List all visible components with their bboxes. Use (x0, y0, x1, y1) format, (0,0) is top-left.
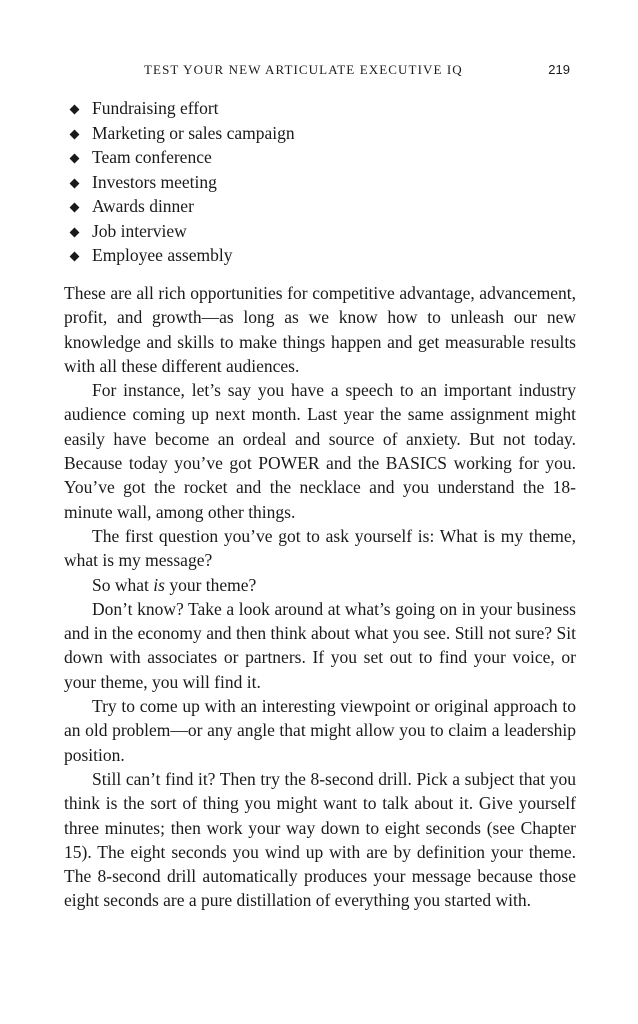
diamond-bullet-icon (70, 227, 80, 237)
diamond-bullet-icon (70, 178, 80, 188)
diamond-bullet-icon (70, 129, 80, 139)
list-item: Job interview (64, 219, 295, 244)
diamond-bullet-icon (70, 252, 80, 262)
emphasis: is (153, 574, 165, 595)
running-title: TEST YOUR NEW ARTICULATE EXECUTIVE IQ (144, 62, 463, 77)
paragraph: Try to come up with an interesting viewpoint or original approach to an old problem—or any angle that might allow you to claim a leadership position. (64, 696, 576, 765)
paragraph: So what is your theme? (92, 574, 257, 595)
paragraph: The first question you’ve got to ask yourself is: What is my theme, what is my message? (64, 525, 576, 571)
body-text (64, 281, 576, 913)
paragraph: For instance, let’s say you have a speech to an important industry audience coming up next month. Last year the same assignment might easily have become an ordeal and source of anxiety. But not today. Because today you’ve got POWER and the BASICS working for you. You’ve got the rocket and the necklace and you understand the 18-minute wall, among other things. (64, 380, 576, 522)
list-item: Fundraising effort (64, 96, 295, 121)
diamond-bullet-icon (70, 154, 80, 164)
page-number: 219 (548, 62, 570, 77)
paragraph: Don’t know? Take a look around at what’s going on in your business and in the economy and then think about what you see. Still not sure? Sit down with associates or partners. If you set out to find your voice, or your theme, you will find it. (64, 598, 576, 692)
list-item: Marketing or sales campaign (64, 121, 295, 146)
list-item: Team conference (64, 145, 295, 170)
diamond-bullet-icon (70, 105, 80, 115)
running-header (64, 62, 576, 82)
bullet-list (64, 96, 295, 268)
list-item: Awards dinner (64, 194, 295, 219)
paragraph: Still can’t find it? Then try the 8-second drill. Pick a subject that you think is the sort of thing you might want to talk about it. Give yourself three minutes; then work your way down to eight seconds (see Chapter 15). The eight seconds you wind up with are by definition your theme. The 8-second drill automatically produces your message because those eight seconds are a pure distillation of everything you started with. (64, 768, 576, 911)
list-item: Employee assembly (64, 243, 295, 268)
list-item: Investors meeting (64, 170, 295, 195)
paragraph: These are all rich opportunities for competitive advantage, advancement, profit, and growth—as long as we know how to unleash our new knowledge and skills to make things happen and get measurable results with all these different audiences. (64, 283, 576, 376)
diamond-bullet-icon (70, 203, 80, 213)
